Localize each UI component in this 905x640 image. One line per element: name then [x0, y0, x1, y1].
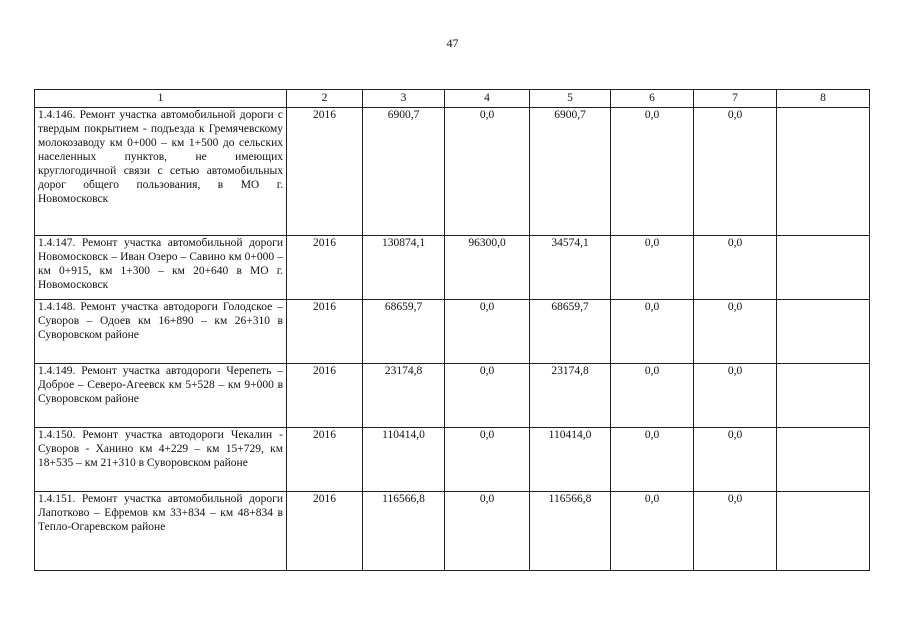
- row-value-col6: 0,0: [611, 108, 694, 236]
- row-value-col5: 116566,8: [530, 492, 611, 571]
- row-value-col3: 23174,8: [363, 364, 445, 428]
- row-value-col8: [777, 108, 870, 236]
- row-description: 1.4.151. Ремонт участка автомобильной дороги Лапотково – Ефремов км 33+834 – км 48+834 в Тепло-Огаревском районе: [35, 492, 287, 571]
- row-value-col8: [777, 428, 870, 492]
- row-value-col5: 34574,1: [530, 236, 611, 300]
- row-year: 2016: [287, 364, 363, 428]
- row-value-col7: 0,0: [694, 364, 777, 428]
- row-value-col7: 0,0: [694, 236, 777, 300]
- row-value-col7: 0,0: [694, 492, 777, 571]
- row-value-col4: 0,0: [445, 364, 530, 428]
- row-value-col3: 6900,7: [363, 108, 445, 236]
- row-value-col4: 0,0: [445, 492, 530, 571]
- table-header-row: [35, 90, 870, 108]
- program-table: [34, 89, 870, 571]
- row-value-col6: 0,0: [611, 364, 694, 428]
- row-description: 1.4.148. Ремонт участка автодороги Голодское – Суворов – Одоев км 16+890 – км 26+310 в Суворовском районе: [35, 300, 287, 364]
- header-cell: 7: [694, 90, 777, 108]
- page-number: 47: [446, 36, 459, 50]
- row-value-col6: 0,0: [611, 236, 694, 300]
- row-value-col5: 6900,7: [530, 108, 611, 236]
- header-cell: 6: [611, 90, 694, 108]
- row-description: 1.4.146. Ремонт участка автомобильной дороги с твердым покрытием - подъезда к Гремячевскому молокозаводу км 0+000 – км 1+500 до сельских населенных пунктов, не имеющих круглогодичной связи с сетью автомобильных дорог общего пользования, в МО г. Новомосковск: [35, 108, 287, 236]
- row-value-col8: [777, 492, 870, 571]
- row-value-col8: [777, 364, 870, 428]
- row-value-col4: 0,0: [445, 300, 530, 364]
- table-row: [35, 108, 870, 236]
- header-cell: 4: [445, 90, 530, 108]
- row-value-col6: 0,0: [611, 428, 694, 492]
- row-value-col7: 0,0: [694, 108, 777, 236]
- table-row: [35, 492, 870, 571]
- row-description: 1.4.147. Ремонт участка автомобильной дороги Новомосковск – Иван Озеро – Савино км 0+000 – км 0+915, км 1+300 – км 20+640 в МО г. Новомосковск: [35, 236, 287, 300]
- row-value-col3: 116566,8: [363, 492, 445, 571]
- row-value-col6: 0,0: [611, 492, 694, 571]
- row-value-col7: 0,0: [694, 428, 777, 492]
- row-value-col4: 0,0: [445, 428, 530, 492]
- table-row: [35, 300, 870, 364]
- row-value-col4: 96300,0: [445, 236, 530, 300]
- row-value-col4: 0,0: [445, 108, 530, 236]
- row-value-col3: 110414,0: [363, 428, 445, 492]
- row-value-col3: 130874,1: [363, 236, 445, 300]
- row-year: 2016: [287, 236, 363, 300]
- table-row: [35, 364, 870, 428]
- row-value-col6: 0,0: [611, 300, 694, 364]
- row-value-col5: 68659,7: [530, 300, 611, 364]
- row-year: 2016: [287, 428, 363, 492]
- row-value-col3: 68659,7: [363, 300, 445, 364]
- row-year: 2016: [287, 300, 363, 364]
- row-value-col7: 0,0: [694, 300, 777, 364]
- row-year: 2016: [287, 108, 363, 236]
- header-cell: 5: [530, 90, 611, 108]
- header-cell: 2: [287, 90, 363, 108]
- table-row: [35, 236, 870, 300]
- row-description: 1.4.149. Ремонт участка автодороги Черепеть – Доброе – Северо-Агеевск км 5+528 – км 9+000 в Суворовском районе: [35, 364, 287, 428]
- header-cell: 3: [363, 90, 445, 108]
- row-value-col5: 23174,8: [530, 364, 611, 428]
- row-year: 2016: [287, 492, 363, 571]
- row-description: 1.4.150. Ремонт участка автодороги Чекалин - Суворов - Ханино км 4+229 – км 15+729, км 18+535 – км 21+310 в Суворовском районе: [35, 428, 287, 492]
- table-row: [35, 428, 870, 492]
- row-value-col5: 110414,0: [530, 428, 611, 492]
- header-cell: 8: [777, 90, 870, 108]
- header-cell: 1: [35, 90, 287, 108]
- row-value-col8: [777, 236, 870, 300]
- row-value-col8: [777, 300, 870, 364]
